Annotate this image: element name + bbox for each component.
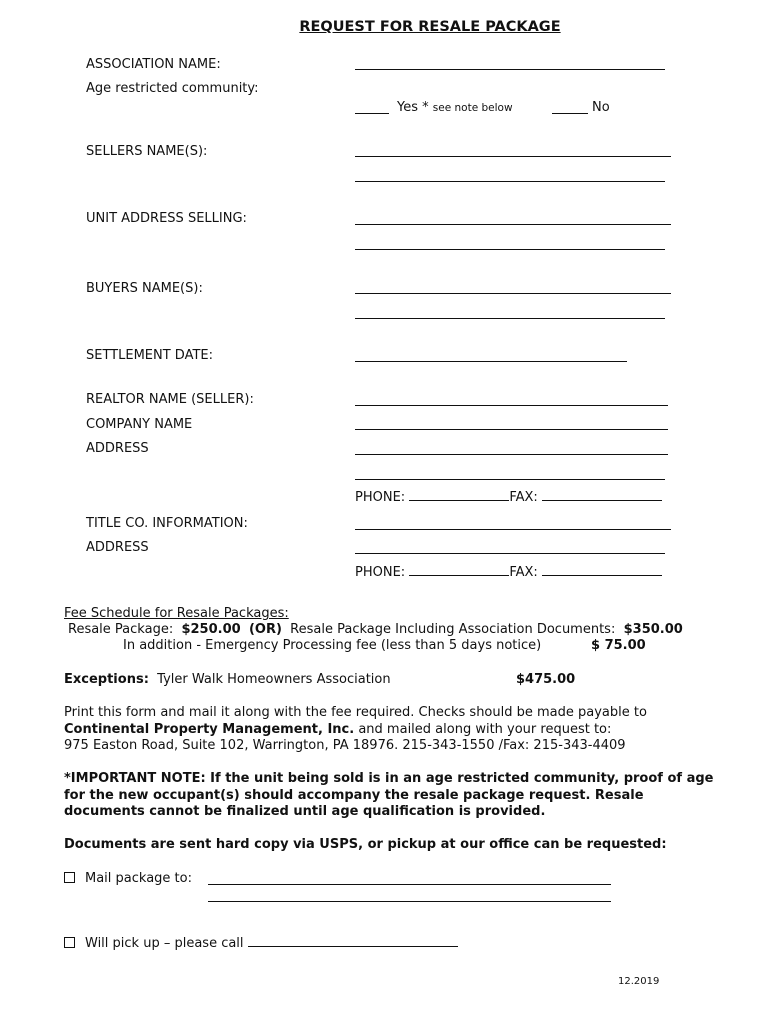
realtor-address-label: ADDRESS — [86, 441, 149, 456]
realtor-fax-label: FAX: — [509, 490, 538, 505]
exceptions-price: $475.00 — [516, 672, 576, 687]
sellers-names-field-1[interactable] — [355, 156, 671, 157]
sellers-names-field-2[interactable] — [355, 181, 665, 182]
title-phone-field[interactable] — [409, 575, 509, 576]
fee-schedule-heading: Fee Schedule for Resale Packages: — [64, 606, 289, 621]
title-address-field[interactable] — [355, 553, 665, 554]
instructions-paragraph: Print this form and mail it along with the fee required. Checks should be made payable to Continental Property Management, Inc. and mailed along with your request to: 975 Easton Road, Suite 102, Warrington, PA 18976. 215-343-1550 /Fax: 215-343-4409 — [64, 705, 647, 753]
association-name-label: ASSOCIATION NAME: — [86, 57, 221, 72]
realtor-phone-fax-row — [355, 490, 662, 505]
settlement-date-label: SETTLEMENT DATE: — [86, 348, 214, 363]
buyers-names-field-1[interactable] — [355, 293, 671, 294]
mail-package-row — [64, 871, 192, 886]
fee-resale-row: Resale Package: $250.00 (OR) Resale Package Including Association Documents: $350.00 — [68, 622, 683, 637]
title-fax-label: FAX: — [509, 565, 538, 580]
title-fax-field[interactable] — [542, 575, 662, 576]
age-restricted-yes-blank[interactable] — [355, 113, 389, 114]
page-title: REQUEST FOR RESALE PACKAGE — [299, 19, 561, 35]
pickup-phone-field[interactable] — [248, 946, 458, 947]
title-co-label: TITLE CO. INFORMATION: — [86, 516, 248, 531]
realtor-name-field[interactable] — [355, 405, 668, 406]
important-note: *IMPORTANT NOTE: If the unit being sold is in an age restricted community, proof of age for the new occupant(s) should accompany the resale package request. Resale documents cannot be finalized until age qualification is provided. — [64, 771, 714, 819]
age-restricted-no-blank[interactable] — [552, 113, 588, 114]
company-name-field[interactable] — [355, 429, 668, 430]
fee-emergency-label: In addition - Emergency Processing fee (less than 5 days notice) — [123, 638, 542, 653]
pickup-label: Will pick up – please call — [85, 936, 244, 951]
settlement-date-field[interactable] — [355, 361, 627, 362]
association-name-field[interactable] — [355, 69, 665, 70]
title-address-label: ADDRESS — [86, 540, 149, 555]
realtor-phone-field[interactable] — [409, 500, 509, 501]
fee-emergency-price: $ 75.00 — [591, 638, 646, 653]
buyers-names-field-2[interactable] — [355, 318, 665, 319]
unit-address-label: UNIT ADDRESS SELLING: — [86, 211, 247, 226]
realtor-address-field-1[interactable] — [355, 454, 668, 455]
delivery-heading: Documents are sent hard copy via USPS, or pickup at our office can be requested: — [64, 837, 667, 852]
mail-package-field-1[interactable] — [208, 884, 611, 885]
title-phone-fax-row — [355, 565, 662, 580]
mail-package-field-2[interactable] — [208, 901, 611, 902]
age-restricted-label: Age restricted community: — [86, 81, 259, 96]
unit-address-field-1[interactable] — [355, 224, 671, 225]
realtor-name-label: REALTOR NAME (SELLER): — [86, 392, 254, 407]
exceptions-row: Exceptions: Tyler Walk Homeowners Association — [64, 672, 391, 687]
title-phone-label: PHONE: — [355, 565, 406, 580]
company-name-label: COMPANY NAME — [86, 417, 193, 432]
age-restricted-no-label: No — [592, 100, 610, 115]
mail-package-checkbox[interactable] — [64, 872, 75, 883]
unit-address-field-2[interactable] — [355, 249, 665, 250]
pickup-checkbox[interactable] — [64, 937, 75, 948]
buyers-names-label: BUYERS NAME(S): — [86, 281, 203, 296]
mail-package-label: Mail package to: — [85, 871, 192, 886]
title-co-field[interactable] — [355, 529, 671, 530]
pickup-row — [64, 936, 458, 951]
realtor-fax-field[interactable] — [542, 500, 662, 501]
age-restricted-yes-label: Yes * see note below — [397, 100, 513, 115]
realtor-address-field-2[interactable] — [355, 479, 665, 480]
footer-date: 12.2019 — [618, 976, 660, 987]
sellers-names-label: SELLERS NAME(S): — [86, 144, 208, 159]
realtor-phone-label: PHONE: — [355, 490, 406, 505]
